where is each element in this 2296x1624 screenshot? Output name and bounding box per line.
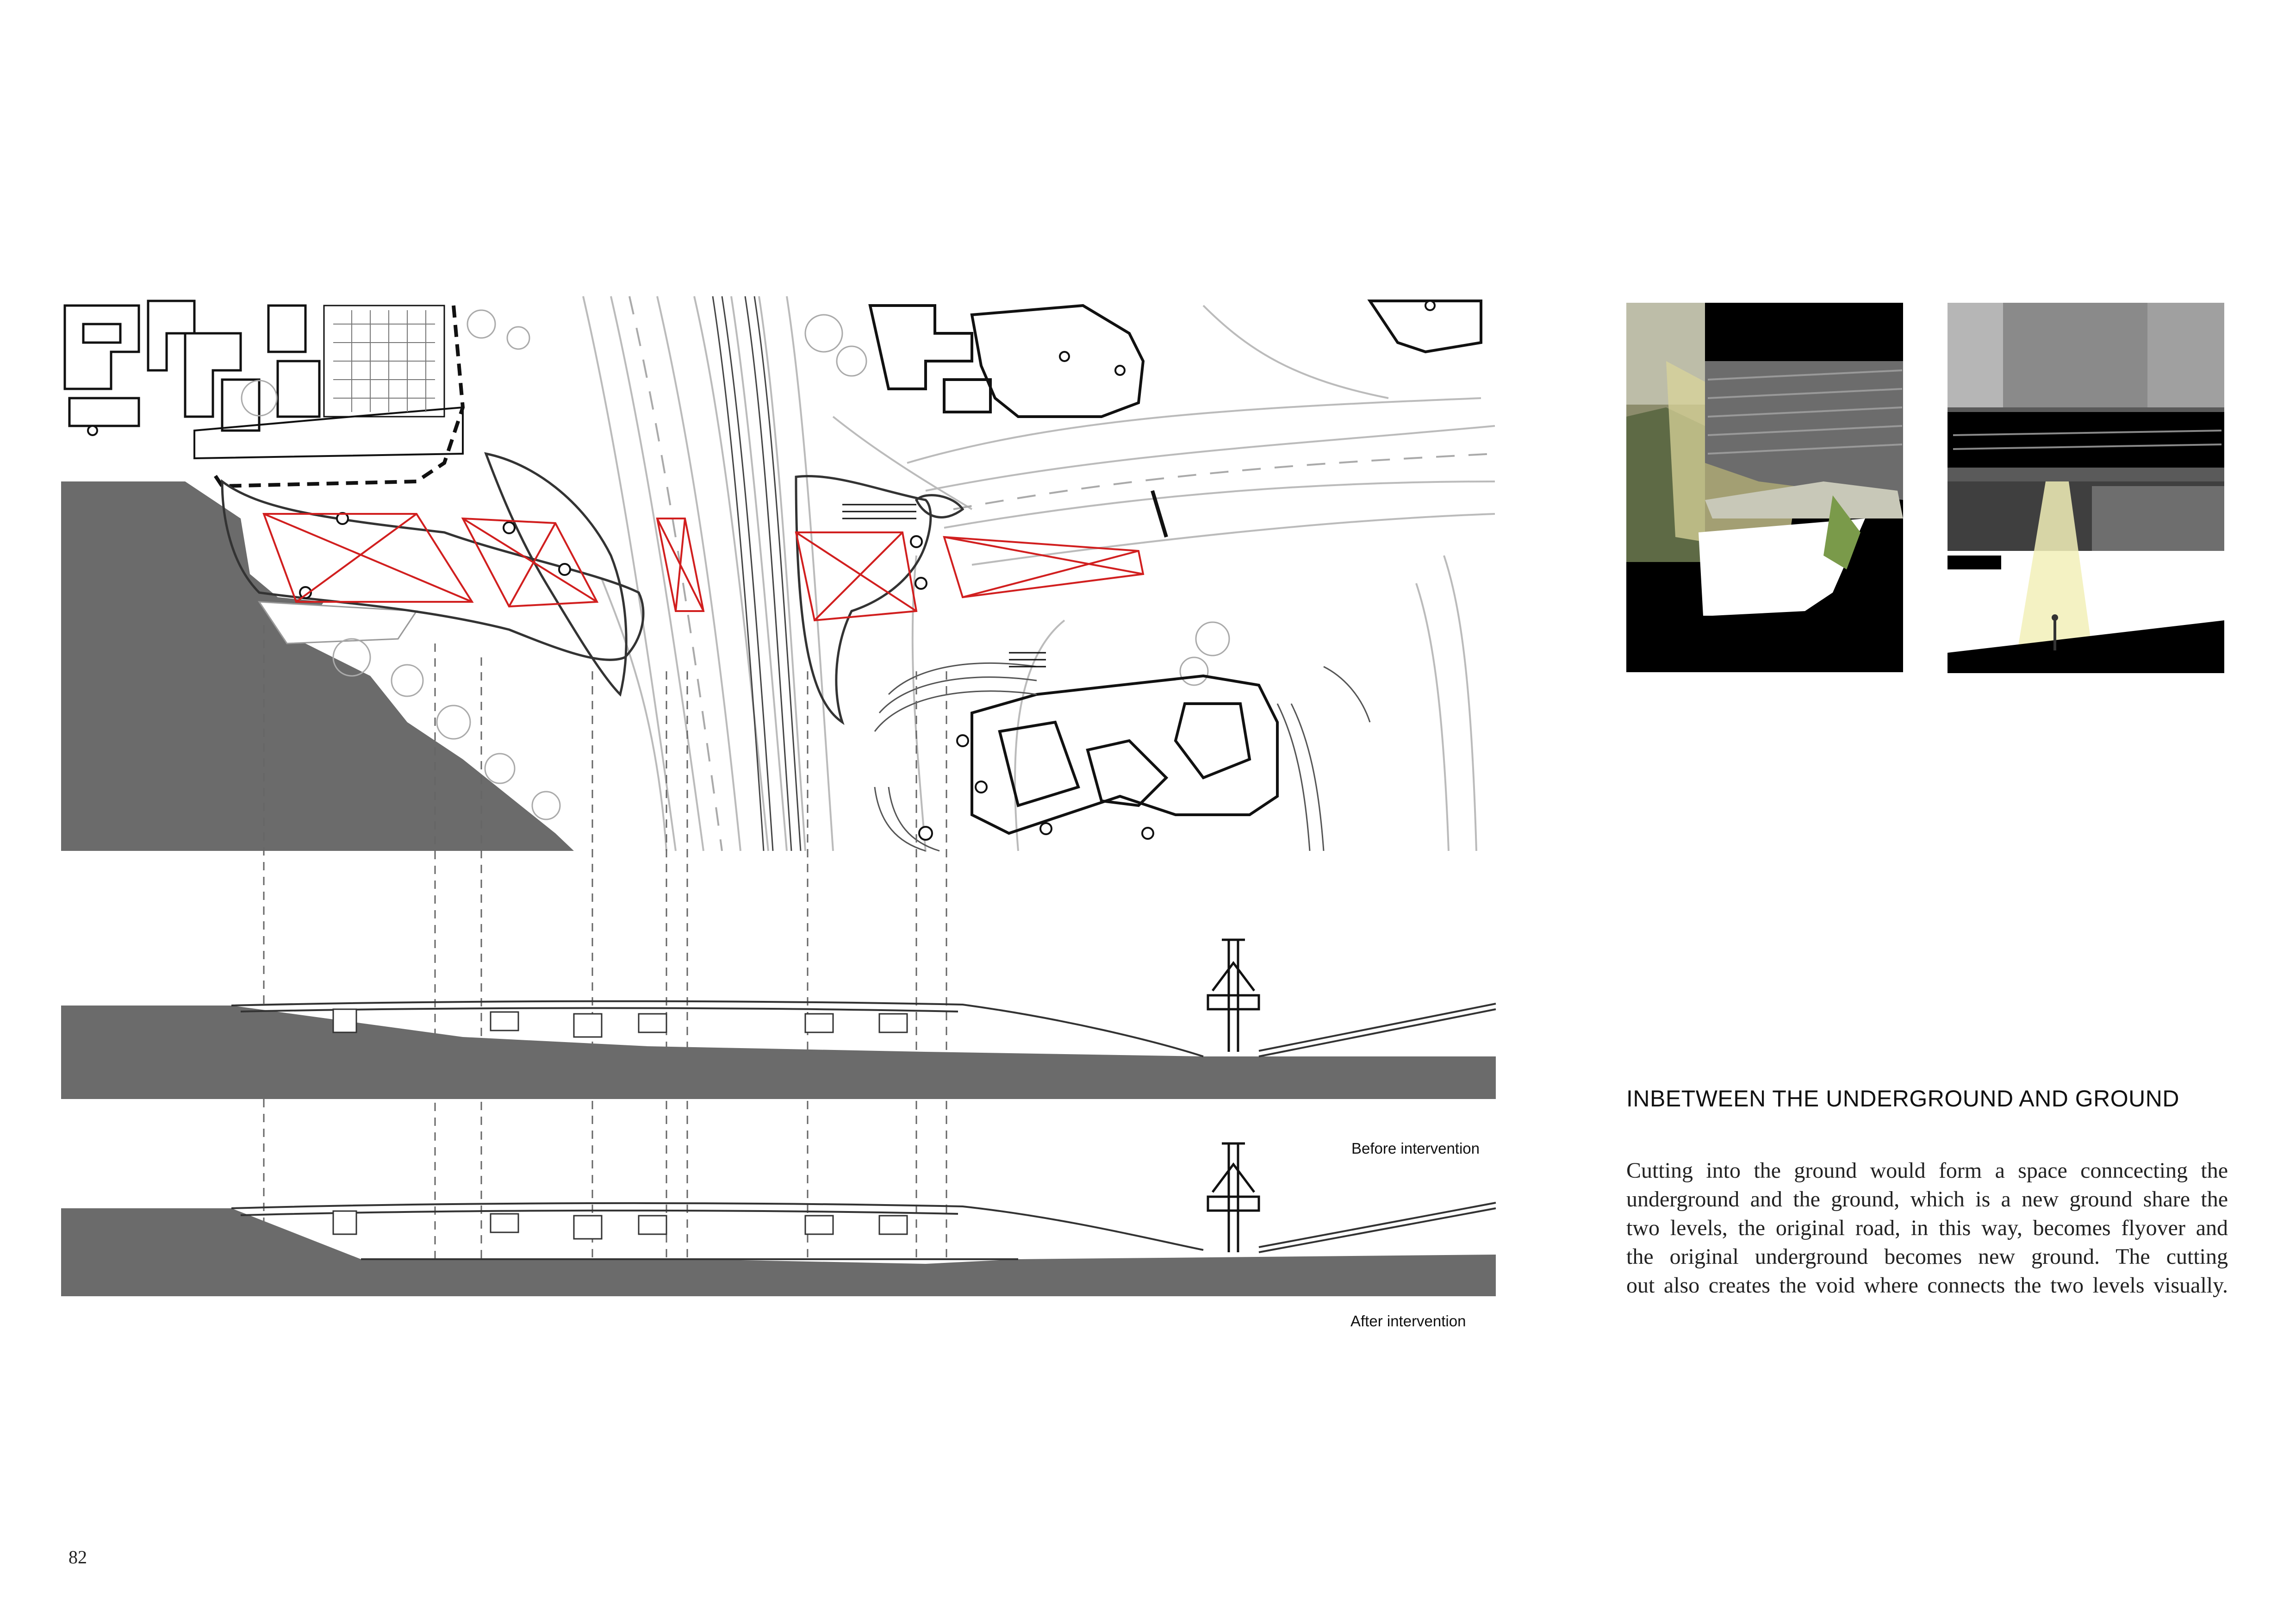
section-before (61, 940, 1496, 1099)
site-plan (61, 296, 1495, 852)
body-line: underground and the ground, which is a new ground share the (1626, 1187, 2228, 1212)
plan-buildings-right (870, 301, 1481, 417)
after-intervention-label: After intervention (1350, 1312, 1466, 1330)
section-after-ground (61, 1208, 1496, 1296)
plan-cut-zones (264, 514, 1143, 620)
plan-roads (583, 296, 1495, 852)
plan-terraced-building (972, 676, 1277, 833)
before-intervention-label: Before intervention (1351, 1140, 1480, 1157)
section-after (61, 1143, 1496, 1296)
body-line: out also creates the void where connects the two levels visually. (1626, 1273, 2228, 1298)
section-heading: INBETWEEN THE UNDERGROUND AND GROUND (1626, 1086, 2179, 1112)
body-line: the original underground becomes new ground. The cutting (1626, 1244, 2228, 1269)
tower-before (1208, 940, 1259, 1052)
render-right (1948, 303, 2224, 673)
section-body (1626, 1156, 2228, 1300)
page-number: 82 (68, 1547, 87, 1568)
body-line: Cutting into the ground would form a space conncecting the (1626, 1158, 2228, 1183)
render-left (1626, 303, 1903, 672)
tower-after (1208, 1143, 1259, 1252)
body-line: two levels, the original road, in this way, becomes flyover and (1626, 1216, 2228, 1240)
